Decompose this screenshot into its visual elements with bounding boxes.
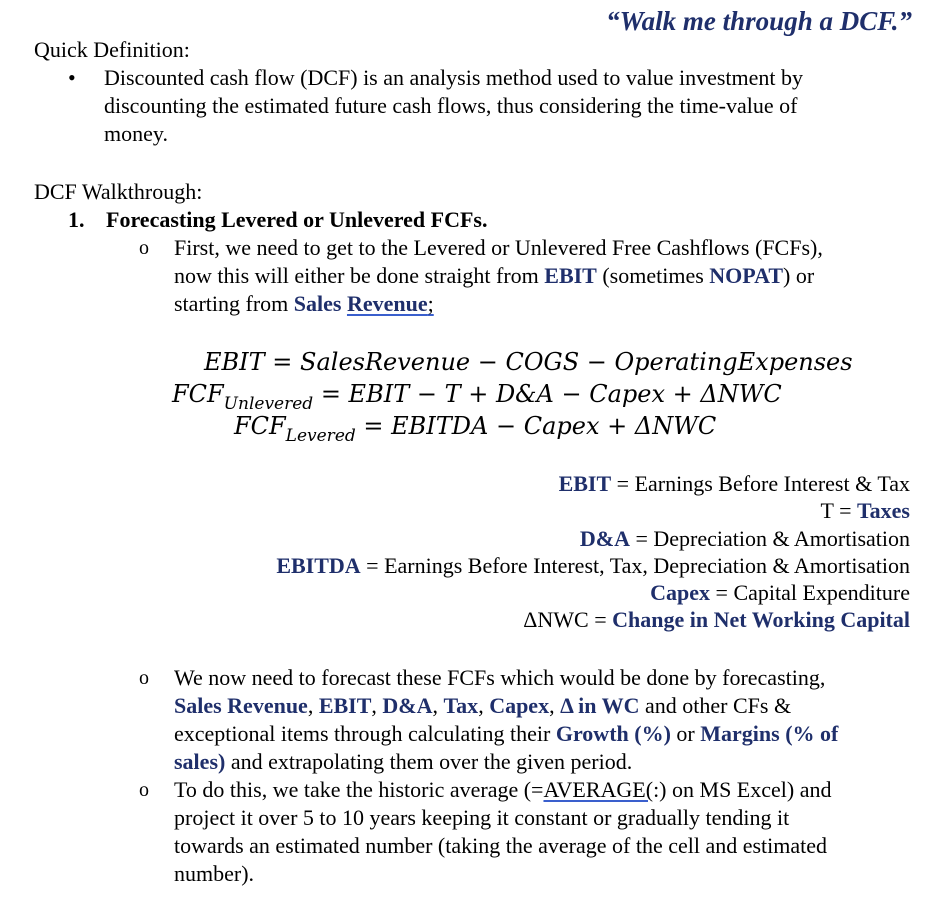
para-line: project it over 5 to 10 years keeping it constant or gradually tending it bbox=[174, 805, 790, 830]
step-title: Forecasting Levered or Unlevered FCFs. bbox=[106, 207, 488, 232]
keyword-sales: Sales bbox=[293, 291, 342, 316]
para-line: sales) and extrapolating them over the given period. bbox=[174, 749, 633, 774]
quick-definition-bullet bbox=[0, 64, 930, 154]
definition-capex: Capex = Capital Expenditure bbox=[650, 580, 910, 606]
walkthrough-heading: DCF Walkthrough: bbox=[34, 179, 203, 204]
circle-bullet-icon: o bbox=[139, 667, 149, 689]
para-line: We now need to forecast these FCFs which would be done by forecasting, bbox=[174, 665, 826, 690]
definition-ebitda: EBITDA = Earnings Before Interest, Tax, Depreciation & Amortisation bbox=[276, 552, 910, 578]
average-function-spellcheck[interactable]: AVERAGE( bbox=[543, 777, 654, 802]
formula-ebit: EBIT = SalesRevenue − COGS − OperatingExpenses bbox=[204, 348, 853, 376]
circle-bullet-icon: o bbox=[139, 237, 149, 259]
quick-definition-heading: Quick Definition: bbox=[34, 37, 190, 62]
bullet-line: money. bbox=[104, 121, 168, 146]
para-line: towards an estimated number (taking the average of the cell and estimated bbox=[174, 833, 828, 858]
para-line: number). bbox=[174, 861, 255, 886]
step-number: 1. bbox=[68, 207, 85, 232]
para-line: To do this, we take the historic average (=AVERAGE(:) on MS Excel) and bbox=[174, 777, 832, 802]
para-line: Sales Revenue, EBIT, D&A, Tax, Capex, Δ in WC and other CFs & bbox=[174, 693, 792, 718]
formula-fcf-levered: $FCF_{Levered}$ = EBITDA − Capex + ΔNWC bbox=[234, 412, 717, 446]
sub-bullet-historic-average bbox=[0, 776, 930, 888]
step-1-heading bbox=[68, 206, 487, 234]
definition-ebit: EBIT = Earnings Before Interest & Tax bbox=[558, 471, 910, 496]
definition-nwc: ΔNWC = Change in Net Working Capital bbox=[523, 607, 910, 633]
para-line: First, we need to get to the Levered or Unlevered Free Cashflows (FCFs), bbox=[174, 235, 823, 260]
bullet-line: discounting the estimated future cash flows, thus considering the time-value of bbox=[104, 93, 798, 118]
formula-fcf-unlevered: $FCF_{Unlevered}$ = EBIT − T + D&A − Capex + ΔNWC bbox=[172, 380, 782, 414]
keyword-revenue-spellcheck[interactable]: Revenue bbox=[346, 291, 428, 316]
para-line: now this will either be done straight from EBIT (sometimes NOPAT) or bbox=[174, 263, 815, 288]
semicolon-spellcheck[interactable]: ; bbox=[427, 291, 434, 316]
definition-da: D&A = Depreciation & Amortisation bbox=[579, 525, 910, 551]
circle-bullet-icon: o bbox=[139, 779, 149, 801]
keyword-nopat: NOPAT bbox=[709, 263, 784, 288]
document-title: “Walk me through a DCF.” bbox=[606, 6, 912, 36]
sub-bullet-forecasting bbox=[0, 664, 930, 776]
definitions-list bbox=[150, 470, 910, 634]
para-line: exceptional items through calculating their Growth (%) or Margins (% of bbox=[174, 721, 839, 746]
definition-taxes: T = Taxes bbox=[820, 498, 910, 524]
sub-bullet-fcf-intro bbox=[0, 234, 930, 324]
keyword-ebit: EBIT bbox=[544, 263, 597, 288]
para-line: starting from Sales Revenue; bbox=[174, 291, 434, 316]
bullet-line: Discounted cash flow (DCF) is an analysis method used to value investment by bbox=[104, 65, 803, 90]
bullet-icon: • bbox=[68, 65, 76, 90]
